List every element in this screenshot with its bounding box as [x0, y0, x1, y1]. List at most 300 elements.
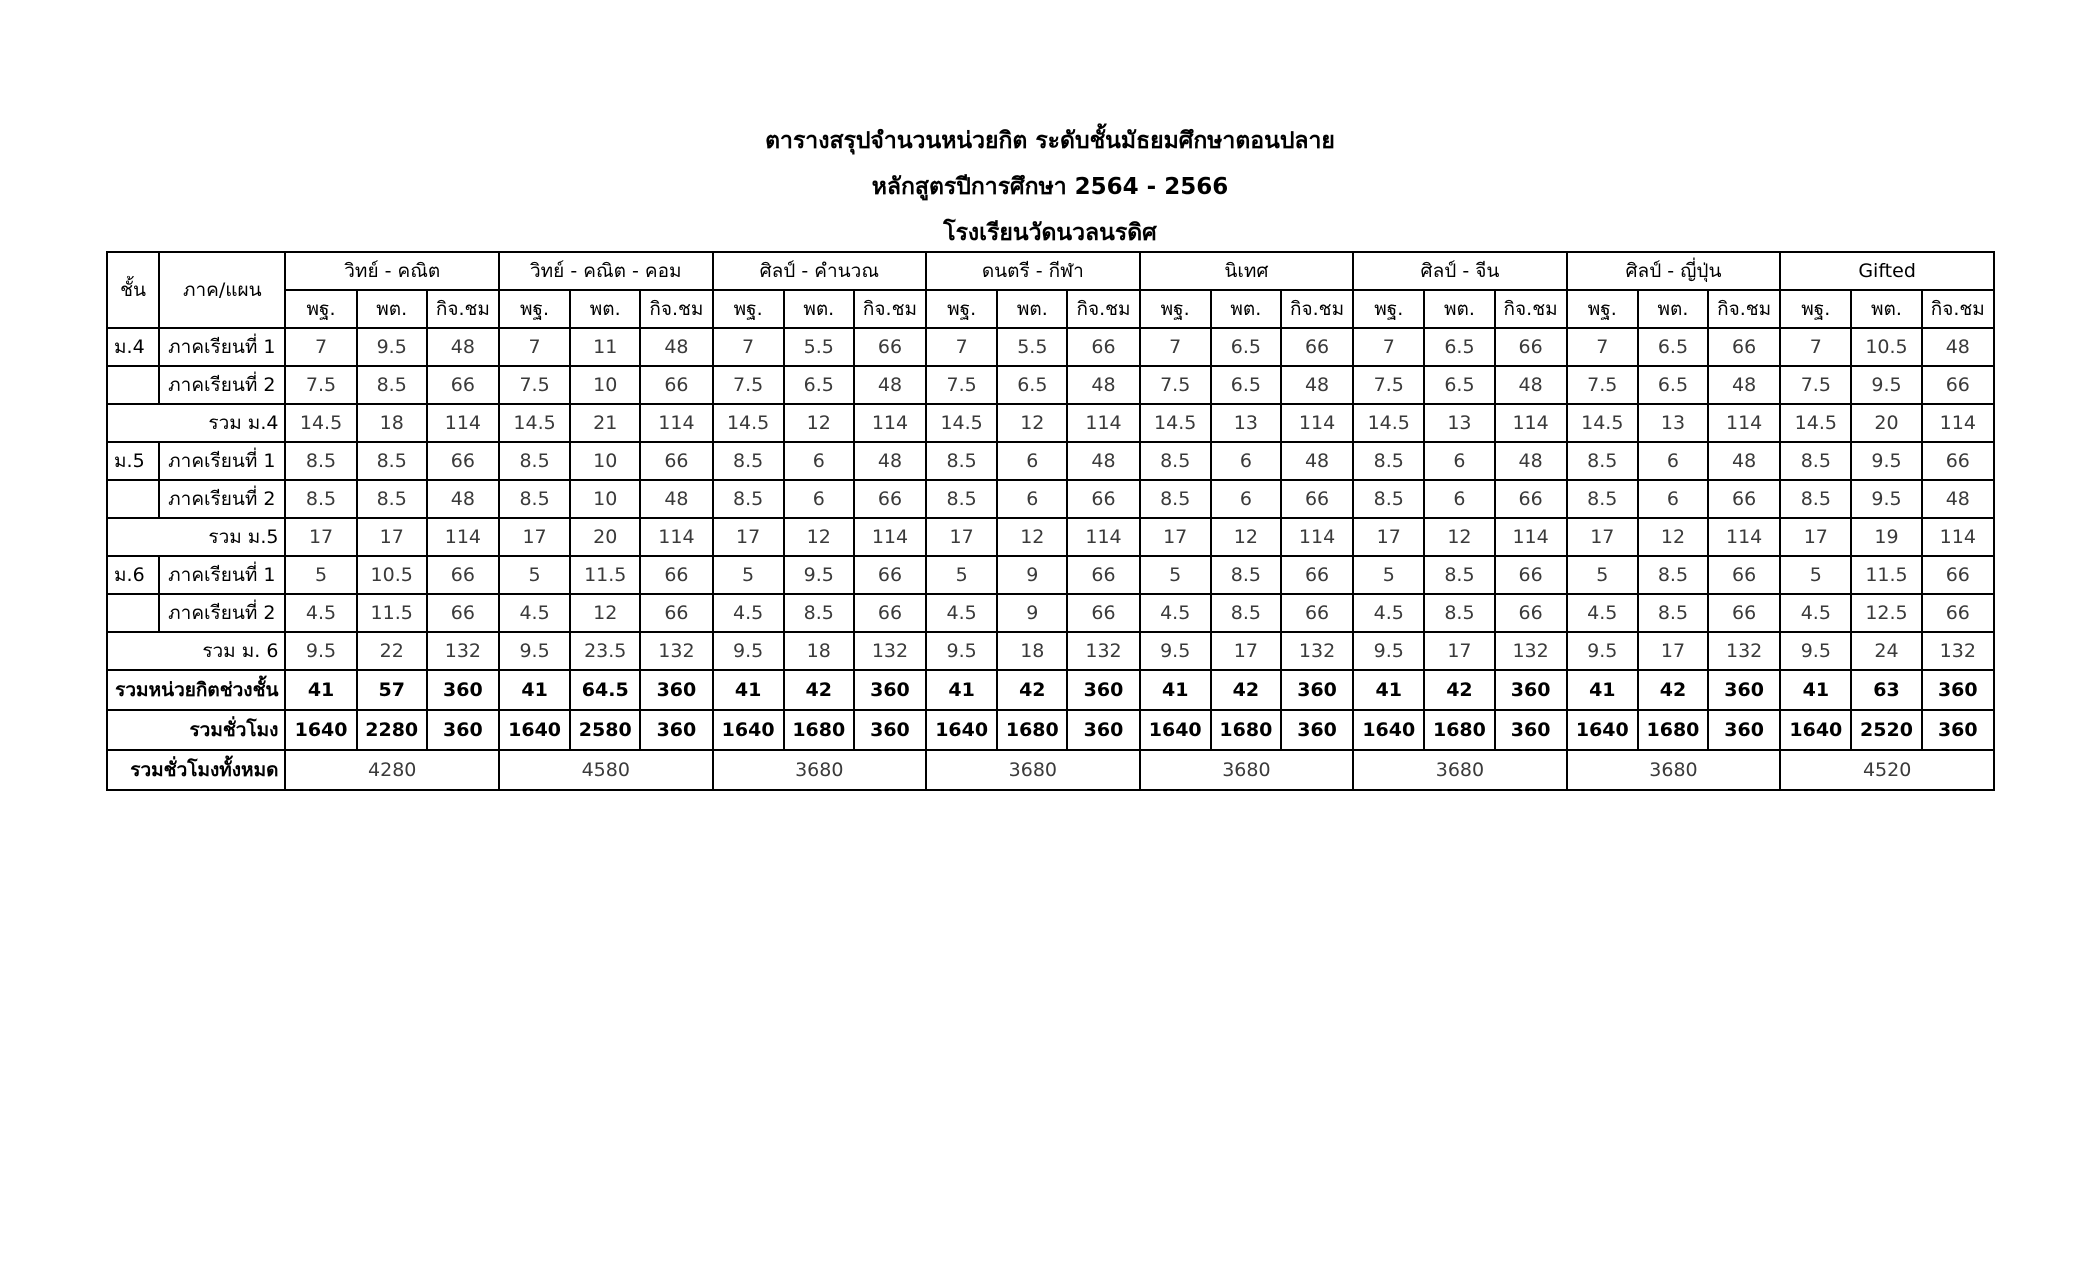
subtotal-label: รวม ม.5: [107, 518, 285, 556]
term-label: ภาคเรียนที่ 1: [159, 442, 285, 480]
value-cell: 66: [1495, 480, 1567, 518]
program-header: วิทย์ - คณิต: [285, 252, 499, 290]
value-cell: 8.5: [1211, 556, 1281, 594]
value-cell: 4.5: [285, 594, 356, 632]
value-cell: 6.5: [997, 366, 1067, 404]
value-cell: 4.5: [1140, 594, 1211, 632]
subject-header: กิจ.ชม: [1281, 290, 1353, 328]
value-cell: 114: [1708, 518, 1780, 556]
value-cell: 1640: [285, 710, 356, 750]
value-cell: 48: [1495, 366, 1567, 404]
value-cell: 66: [1922, 366, 1994, 404]
value-cell: 8.5: [499, 442, 570, 480]
value-cell: 13: [1424, 404, 1494, 442]
value-cell: 8.5: [1780, 442, 1851, 480]
value-cell: 4.5: [1353, 594, 1424, 632]
title-line: หลักสูตรปีการศึกษา 2564 - 2566: [871, 174, 1229, 200]
value-cell: 14.5: [1353, 404, 1424, 442]
value-cell: 12: [784, 518, 854, 556]
value-cell: 10: [570, 480, 640, 518]
value-cell: 132: [1067, 632, 1139, 670]
value-cell: 6: [997, 480, 1067, 518]
value-cell: 8.5: [285, 480, 356, 518]
value-cell: 1640: [1567, 710, 1638, 750]
value-cell: 66: [427, 556, 499, 594]
value-cell: 66: [427, 442, 499, 480]
value-cell: 8.5: [1353, 442, 1424, 480]
value-cell: 17: [1567, 518, 1638, 556]
value-cell: 4.5: [1780, 594, 1851, 632]
value-cell: 9: [997, 556, 1067, 594]
value-cell: 17: [499, 518, 570, 556]
value-cell: 7: [1140, 328, 1211, 366]
value-cell: 1640: [499, 710, 570, 750]
value-cell: 114: [427, 518, 499, 556]
subject-header: กิจ.ชม: [1067, 290, 1139, 328]
total-label: รวมหน่วยกิตช่วงชั้น: [107, 670, 285, 710]
value-cell: 8.5: [713, 480, 784, 518]
value-cell: 24: [1851, 632, 1921, 670]
value-cell: 114: [1922, 404, 1994, 442]
value-cell: 18: [997, 632, 1067, 670]
value-cell: 9.5: [357, 328, 427, 366]
value-cell: 41: [1140, 670, 1211, 710]
value-cell: 8.5: [357, 480, 427, 518]
value-cell: 360: [854, 710, 926, 750]
program-header: ศิลป์ - คำนวณ: [713, 252, 927, 290]
value-cell: 66: [1495, 556, 1567, 594]
value-cell: 132: [1281, 632, 1353, 670]
value-cell: 41: [713, 670, 784, 710]
value-cell: 10: [570, 366, 640, 404]
value-cell: 7: [1567, 328, 1638, 366]
value-cell: 11.5: [357, 594, 427, 632]
value-cell: 6.5: [1211, 366, 1281, 404]
subject-header: พต.: [570, 290, 640, 328]
value-cell: 66: [1281, 556, 1353, 594]
grade-cell: ม.6: [107, 556, 159, 594]
value-cell: 7.5: [285, 366, 356, 404]
value-cell: 8.5: [1211, 594, 1281, 632]
value-cell: 5: [1140, 556, 1211, 594]
value-cell: 114: [1281, 404, 1353, 442]
value-cell: 48: [1922, 328, 1994, 366]
value-cell: 5: [1780, 556, 1851, 594]
value-cell: 5: [713, 556, 784, 594]
value-cell: 13: [1211, 404, 1281, 442]
subject-header: พต.: [1851, 290, 1921, 328]
subject-header: กิจ.ชม: [1708, 290, 1780, 328]
grand-total-label: รวมชั่วโมงทั้งหมด: [107, 750, 285, 790]
value-cell: 17: [1211, 632, 1281, 670]
value-cell: 8.5: [1140, 480, 1211, 518]
value-cell: 6: [1211, 442, 1281, 480]
program-header: Gifted: [1780, 252, 1994, 290]
subject-header: กิจ.ชม: [1922, 290, 1994, 328]
program-header: ดนตรี - กีฬา: [926, 252, 1140, 290]
program-header: ศิลป์ - ญี่ปุ่น: [1567, 252, 1781, 290]
value-cell: 6: [1638, 442, 1708, 480]
value-cell: 132: [427, 632, 499, 670]
value-cell: 7.5: [1780, 366, 1851, 404]
value-cell: 20: [1851, 404, 1921, 442]
term-label: ภาคเรียนที่ 2: [159, 480, 285, 518]
value-cell: 12: [997, 404, 1067, 442]
value-cell: 66: [1281, 480, 1353, 518]
value-cell: 14.5: [1567, 404, 1638, 442]
value-cell: 42: [1211, 670, 1281, 710]
value-cell: 5.5: [997, 328, 1067, 366]
value-cell: 17: [1424, 632, 1494, 670]
table-row: [107, 518, 1994, 556]
value-cell: 4.5: [713, 594, 784, 632]
table-row: [107, 442, 1994, 480]
value-cell: 7.5: [926, 366, 997, 404]
program-header: นิเทศ: [1140, 252, 1354, 290]
value-cell: 18: [784, 632, 854, 670]
value-cell: 42: [784, 670, 854, 710]
value-cell: 360: [1281, 710, 1353, 750]
value-cell: 114: [640, 518, 712, 556]
value-cell: 12: [1211, 518, 1281, 556]
value-cell: 360: [640, 670, 712, 710]
subject-header: พต.: [1638, 290, 1708, 328]
value-cell: 14.5: [926, 404, 997, 442]
value-cell: 360: [1281, 670, 1353, 710]
value-cell: 66: [1281, 594, 1353, 632]
plan-column-header: ภาค/แผน: [159, 252, 285, 328]
value-cell: 11: [570, 328, 640, 366]
value-cell: 360: [854, 670, 926, 710]
value-cell: 48: [1281, 442, 1353, 480]
value-cell: 66: [1067, 556, 1139, 594]
value-cell: 9.5: [499, 632, 570, 670]
table-row: [107, 366, 1994, 404]
value-cell: 6.5: [1211, 328, 1281, 366]
value-cell: 1640: [1780, 710, 1851, 750]
table-row: [107, 710, 1994, 750]
subject-header: พต.: [784, 290, 854, 328]
value-cell: 6.5: [1638, 328, 1708, 366]
value-cell: 1680: [784, 710, 854, 750]
value-cell: 1680: [997, 710, 1067, 750]
grand-total-cell: 3680: [1140, 750, 1354, 790]
value-cell: 48: [640, 328, 712, 366]
value-cell: 48: [1067, 366, 1139, 404]
value-cell: 42: [997, 670, 1067, 710]
value-cell: 114: [854, 404, 926, 442]
value-cell: 10.5: [1851, 328, 1921, 366]
value-cell: 360: [1708, 670, 1780, 710]
value-cell: 114: [427, 404, 499, 442]
subtotal-label: รวม ม. 6: [107, 632, 285, 670]
grade-cell: ม.4: [107, 328, 159, 366]
value-cell: 9.5: [1780, 632, 1851, 670]
value-cell: 132: [1495, 632, 1567, 670]
value-cell: 14.5: [713, 404, 784, 442]
table-row: [107, 404, 1994, 442]
table-row: [107, 594, 1994, 632]
value-cell: 66: [640, 594, 712, 632]
value-cell: 41: [1353, 670, 1424, 710]
value-cell: 66: [854, 328, 926, 366]
value-cell: 6.5: [1638, 366, 1708, 404]
value-cell: 5: [499, 556, 570, 594]
value-cell: 6: [1211, 480, 1281, 518]
value-cell: 2580: [570, 710, 640, 750]
value-cell: 41: [926, 670, 997, 710]
program-header: ศิลป์ - จีน: [1353, 252, 1567, 290]
value-cell: 66: [640, 442, 712, 480]
value-cell: 4.5: [499, 594, 570, 632]
subject-header: พฐ.: [1353, 290, 1424, 328]
subject-header: กิจ.ชม: [427, 290, 499, 328]
value-cell: 66: [1922, 442, 1994, 480]
value-cell: 41: [285, 670, 356, 710]
value-cell: 48: [1922, 480, 1994, 518]
value-cell: 14.5: [1780, 404, 1851, 442]
value-cell: 17: [1638, 632, 1708, 670]
value-cell: 6: [784, 480, 854, 518]
table-row: [107, 480, 1994, 518]
value-cell: 114: [1922, 518, 1994, 556]
value-cell: 9.5: [1851, 442, 1921, 480]
value-cell: 360: [1067, 710, 1139, 750]
value-cell: 66: [1708, 480, 1780, 518]
value-cell: 48: [1067, 442, 1139, 480]
term-label: ภาคเรียนที่ 1: [159, 328, 285, 366]
value-cell: 2520: [1851, 710, 1921, 750]
value-cell: 114: [640, 404, 712, 442]
value-cell: 42: [1424, 670, 1494, 710]
value-cell: 9.5: [713, 632, 784, 670]
hours-label: รวมชั่วโมง: [107, 710, 285, 750]
subject-header: พต.: [1424, 290, 1494, 328]
value-cell: 8.5: [784, 594, 854, 632]
value-cell: 7: [499, 328, 570, 366]
title-line: โรงเรียนวัดนวลนรดิศ: [943, 220, 1157, 246]
value-cell: 9.5: [926, 632, 997, 670]
value-cell: 1680: [1638, 710, 1708, 750]
program-header: วิทย์ - คณิต - คอม: [499, 252, 713, 290]
value-cell: 41: [1780, 670, 1851, 710]
subject-header: กิจ.ชม: [854, 290, 926, 328]
value-cell: 5: [1353, 556, 1424, 594]
value-cell: 10: [570, 442, 640, 480]
value-cell: 360: [1708, 710, 1780, 750]
subject-header: พฐ.: [926, 290, 997, 328]
value-cell: 7.5: [499, 366, 570, 404]
value-cell: 48: [854, 442, 926, 480]
value-cell: 41: [499, 670, 570, 710]
value-cell: 11.5: [570, 556, 640, 594]
value-cell: 23.5: [570, 632, 640, 670]
value-cell: 14.5: [1140, 404, 1211, 442]
value-cell: 12: [1638, 518, 1708, 556]
value-cell: 9.5: [285, 632, 356, 670]
subject-header: พฐ.: [713, 290, 784, 328]
value-cell: 17: [1353, 518, 1424, 556]
value-cell: 66: [1708, 556, 1780, 594]
value-cell: 6: [1424, 442, 1494, 480]
value-cell: 12: [1424, 518, 1494, 556]
value-cell: 9: [997, 594, 1067, 632]
subtotal-label: รวม ม.4: [107, 404, 285, 442]
term-label: ภาคเรียนที่ 2: [159, 366, 285, 404]
subject-header: พต.: [1211, 290, 1281, 328]
value-cell: 7: [713, 328, 784, 366]
value-cell: 66: [427, 594, 499, 632]
value-cell: 18: [357, 404, 427, 442]
value-cell: 8.5: [1140, 442, 1211, 480]
value-cell: 41: [1567, 670, 1638, 710]
value-cell: 1680: [1211, 710, 1281, 750]
value-cell: 7: [285, 328, 356, 366]
value-cell: 13: [1638, 404, 1708, 442]
value-cell: 4.5: [926, 594, 997, 632]
value-cell: 6: [784, 442, 854, 480]
value-cell: 132: [1708, 632, 1780, 670]
value-cell: 66: [1922, 556, 1994, 594]
title-line: ตารางสรุปจำนวนหน่วยกิต ระดับชั้นมัธยมศึกษาตอนปลาย: [765, 128, 1335, 154]
grand-total-row: [107, 750, 1994, 790]
value-cell: 6: [997, 442, 1067, 480]
credit-summary-table: [106, 251, 1995, 791]
value-cell: 66: [1067, 328, 1139, 366]
value-cell: 360: [1495, 710, 1567, 750]
value-cell: 5: [285, 556, 356, 594]
value-cell: 17: [713, 518, 784, 556]
value-cell: 8.5: [357, 442, 427, 480]
subject-header-row: [107, 290, 1994, 328]
value-cell: 114: [1495, 404, 1567, 442]
value-cell: 48: [854, 366, 926, 404]
value-cell: 14.5: [499, 404, 570, 442]
value-cell: 8.5: [926, 442, 997, 480]
value-cell: 66: [427, 366, 499, 404]
value-cell: 7: [1353, 328, 1424, 366]
grade-cell: [107, 594, 159, 632]
table-row: [107, 632, 1994, 670]
value-cell: 22: [357, 632, 427, 670]
grade-cell: ม.5: [107, 442, 159, 480]
value-cell: 132: [854, 632, 926, 670]
value-cell: 63: [1851, 670, 1921, 710]
value-cell: 7.5: [1140, 366, 1211, 404]
value-cell: 8.5: [1638, 594, 1708, 632]
value-cell: 48: [427, 480, 499, 518]
subject-header: กิจ.ชม: [1495, 290, 1567, 328]
value-cell: 9.5: [1567, 632, 1638, 670]
value-cell: 9.5: [784, 556, 854, 594]
value-cell: 66: [640, 366, 712, 404]
subject-header: พฐ.: [1567, 290, 1638, 328]
value-cell: 66: [1067, 594, 1139, 632]
value-cell: 360: [1922, 670, 1994, 710]
value-cell: 17: [285, 518, 356, 556]
value-cell: 8.5: [499, 480, 570, 518]
value-cell: 360: [1922, 710, 1994, 750]
value-cell: 6.5: [1424, 366, 1494, 404]
value-cell: 48: [1281, 366, 1353, 404]
value-cell: 360: [1067, 670, 1139, 710]
value-cell: 8.5: [1424, 556, 1494, 594]
subject-header: พต.: [357, 290, 427, 328]
value-cell: 7.5: [1353, 366, 1424, 404]
value-cell: 360: [427, 710, 499, 750]
value-cell: 48: [1708, 366, 1780, 404]
value-cell: 7: [1780, 328, 1851, 366]
value-cell: 4.5: [1567, 594, 1638, 632]
value-cell: 17: [1780, 518, 1851, 556]
value-cell: 9.5: [1140, 632, 1211, 670]
program-header-row: [107, 252, 1994, 290]
value-cell: 12.5: [1851, 594, 1921, 632]
term-label: ภาคเรียนที่ 2: [159, 594, 285, 632]
value-cell: 1680: [1424, 710, 1494, 750]
value-cell: 48: [1708, 442, 1780, 480]
grand-total-cell: 3680: [713, 750, 927, 790]
value-cell: 6: [1424, 480, 1494, 518]
grade-cell: [107, 366, 159, 404]
value-cell: 48: [427, 328, 499, 366]
value-cell: 19: [1851, 518, 1921, 556]
value-cell: 8.5: [1638, 556, 1708, 594]
value-cell: 8.5: [1424, 594, 1494, 632]
grand-total-cell: 4580: [499, 750, 713, 790]
grade-cell: [107, 480, 159, 518]
grand-total-cell: 4280: [285, 750, 499, 790]
value-cell: 17: [1140, 518, 1211, 556]
subject-header: พฐ.: [285, 290, 356, 328]
value-cell: 66: [640, 556, 712, 594]
value-cell: 42: [1638, 670, 1708, 710]
value-cell: 8.5: [1780, 480, 1851, 518]
value-cell: 66: [1067, 480, 1139, 518]
subject-header: พฐ.: [499, 290, 570, 328]
subject-header: กิจ.ชม: [640, 290, 712, 328]
value-cell: 8.5: [285, 442, 356, 480]
value-cell: 66: [1281, 328, 1353, 366]
value-cell: 114: [1495, 518, 1567, 556]
value-cell: 7.5: [1567, 366, 1638, 404]
value-cell: 8.5: [713, 442, 784, 480]
value-cell: 132: [640, 632, 712, 670]
value-cell: 57: [357, 670, 427, 710]
value-cell: 66: [1708, 328, 1780, 366]
value-cell: 114: [854, 518, 926, 556]
value-cell: 1640: [926, 710, 997, 750]
value-cell: 66: [1495, 328, 1567, 366]
value-cell: 66: [854, 480, 926, 518]
value-cell: 8.5: [1353, 480, 1424, 518]
value-cell: 17: [357, 518, 427, 556]
grand-total-cell: 3680: [1567, 750, 1781, 790]
value-cell: 9.5: [1353, 632, 1424, 670]
value-cell: 1640: [1353, 710, 1424, 750]
grade-column-header: ชั้น: [107, 252, 159, 328]
value-cell: 66: [1708, 594, 1780, 632]
table-row: [107, 556, 1994, 594]
value-cell: 5: [926, 556, 997, 594]
value-cell: 8.5: [1567, 480, 1638, 518]
value-cell: 8.5: [926, 480, 997, 518]
value-cell: 66: [1922, 594, 1994, 632]
value-cell: 66: [854, 594, 926, 632]
table-row: [107, 670, 1994, 710]
value-cell: 2280: [357, 710, 427, 750]
value-cell: 1640: [1140, 710, 1211, 750]
